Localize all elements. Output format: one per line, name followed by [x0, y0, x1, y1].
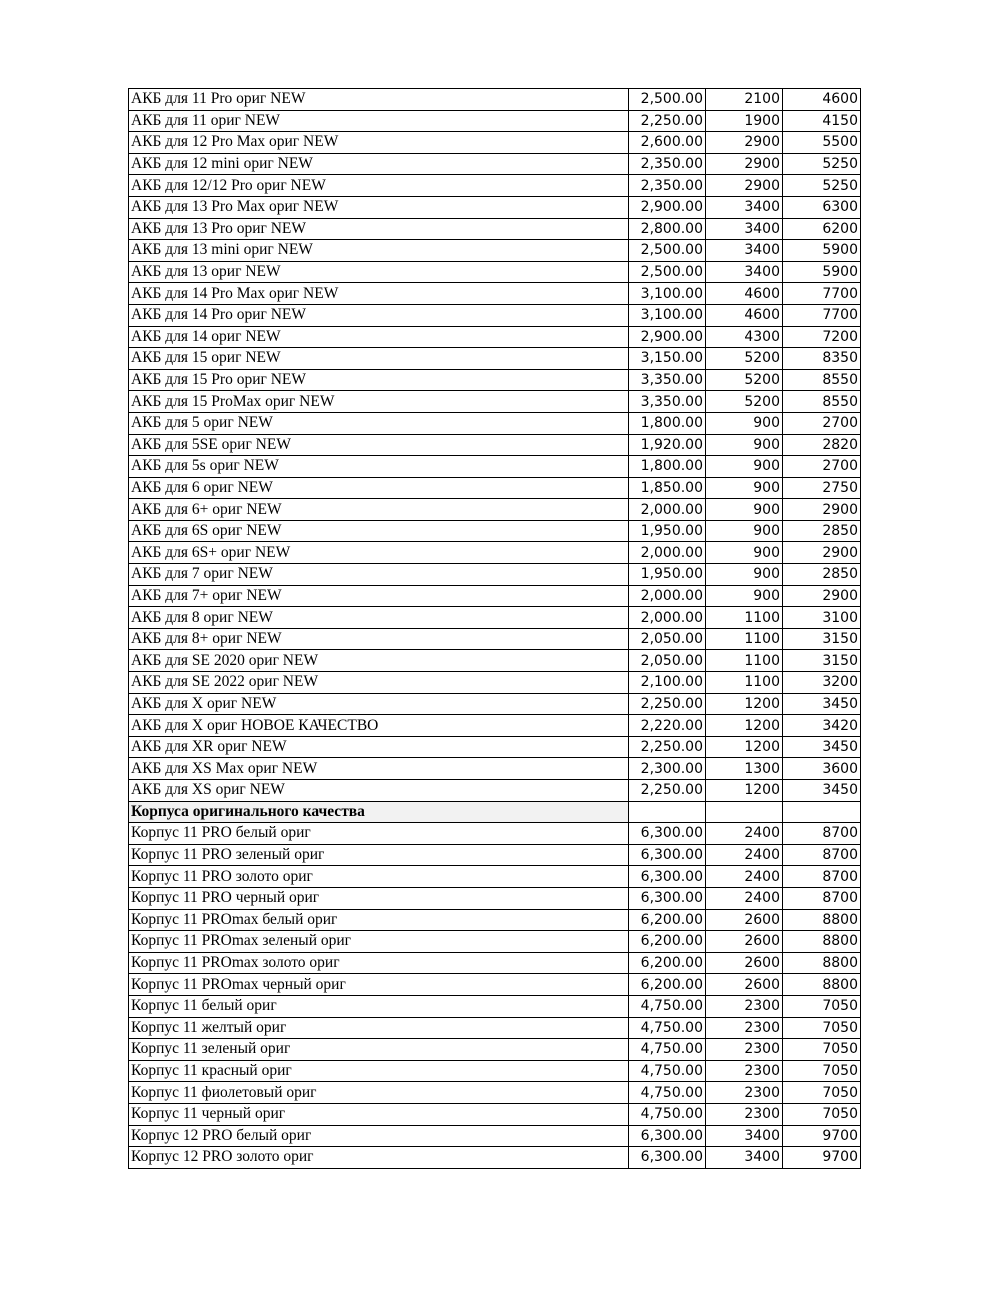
work-cost-cell: 2900 — [706, 132, 783, 154]
total-cell: 9700 — [783, 1125, 861, 1147]
total-cell: 3200 — [783, 672, 861, 694]
work-cost-cell: 2300 — [706, 995, 783, 1017]
table-row — [129, 348, 861, 370]
table-row — [129, 1082, 861, 1104]
table-row — [129, 844, 861, 866]
item-name-cell: АКБ для 11 ориг NEW — [129, 110, 629, 132]
price-cell: 1,920.00 — [629, 434, 706, 456]
table-row — [129, 477, 861, 499]
item-name-cell: АКБ для X ориг НОВОЕ КАЧЕСТВО — [129, 715, 629, 737]
price-cell: 2,350.00 — [629, 175, 706, 197]
price-cell: 6,300.00 — [629, 887, 706, 909]
price-list-table — [128, 88, 861, 1169]
total-cell: 4150 — [783, 110, 861, 132]
section-header-row — [129, 801, 861, 823]
price-cell: 2,050.00 — [629, 650, 706, 672]
price-cell: 4,750.00 — [629, 1039, 706, 1061]
total-cell: 7050 — [783, 1082, 861, 1104]
item-name-cell: АКБ для XS Max ориг NEW — [129, 758, 629, 780]
work-cost-cell: 900 — [706, 564, 783, 586]
price-cell: 2,000.00 — [629, 607, 706, 629]
item-name-cell: Корпус 11 белый ориг — [129, 995, 629, 1017]
table-row — [129, 369, 861, 391]
item-name-cell: Корпус 11 зеленый ориг — [129, 1039, 629, 1061]
table-row — [129, 542, 861, 564]
item-name-cell: Корпус 11 черный ориг — [129, 1103, 629, 1125]
work-cost-cell: 4600 — [706, 283, 783, 305]
item-name-cell: АКБ для 12 Pro Max ориг NEW — [129, 132, 629, 154]
price-cell: 2,250.00 — [629, 780, 706, 802]
item-name-cell: АКБ для XS ориг NEW — [129, 780, 629, 802]
work-cost-cell: 2400 — [706, 887, 783, 909]
item-name-cell: АКБ для X ориг NEW — [129, 693, 629, 715]
table-row — [129, 1060, 861, 1082]
work-cost-cell — [706, 801, 783, 823]
total-cell — [783, 801, 861, 823]
item-name-cell: Корпус 11 фиолетовый ориг — [129, 1082, 629, 1104]
work-cost-cell: 2600 — [706, 952, 783, 974]
item-name-cell: Корпус 11 PRO золото ориг — [129, 866, 629, 888]
work-cost-cell: 3400 — [706, 196, 783, 218]
work-cost-cell: 2300 — [706, 1103, 783, 1125]
table-row — [129, 887, 861, 909]
table-row — [129, 434, 861, 456]
item-name-cell: АКБ для 5 ориг NEW — [129, 412, 629, 434]
table-row — [129, 132, 861, 154]
table-row — [129, 974, 861, 996]
total-cell: 2850 — [783, 564, 861, 586]
work-cost-cell: 2600 — [706, 974, 783, 996]
total-cell: 2850 — [783, 520, 861, 542]
price-cell: 3,350.00 — [629, 369, 706, 391]
price-cell: 2,000.00 — [629, 542, 706, 564]
total-cell: 7700 — [783, 304, 861, 326]
work-cost-cell: 900 — [706, 456, 783, 478]
total-cell: 7050 — [783, 1039, 861, 1061]
table-row — [129, 736, 861, 758]
table-row — [129, 823, 861, 845]
item-name-cell: АКБ для 8+ ориг NEW — [129, 628, 629, 650]
work-cost-cell: 3400 — [706, 240, 783, 262]
price-cell: 2,500.00 — [629, 89, 706, 111]
total-cell: 5250 — [783, 175, 861, 197]
price-cell: 3,100.00 — [629, 283, 706, 305]
table-row — [129, 1147, 861, 1169]
total-cell: 5250 — [783, 153, 861, 175]
work-cost-cell: 900 — [706, 585, 783, 607]
total-cell: 3150 — [783, 650, 861, 672]
item-name-cell: АКБ для 7+ ориг NEW — [129, 585, 629, 607]
price-cell: 2,250.00 — [629, 736, 706, 758]
work-cost-cell: 3400 — [706, 218, 783, 240]
price-cell: 2,220.00 — [629, 715, 706, 737]
item-name-cell: Корпус 11 PROmax белый ориг — [129, 909, 629, 931]
work-cost-cell: 1900 — [706, 110, 783, 132]
price-cell — [629, 801, 706, 823]
total-cell: 8800 — [783, 974, 861, 996]
total-cell: 8800 — [783, 931, 861, 953]
work-cost-cell: 2900 — [706, 175, 783, 197]
total-cell: 3420 — [783, 715, 861, 737]
work-cost-cell: 4300 — [706, 326, 783, 348]
item-name-cell: АКБ для 15 Pro ориг NEW — [129, 369, 629, 391]
total-cell: 6300 — [783, 196, 861, 218]
total-cell: 3450 — [783, 780, 861, 802]
item-name-cell: АКБ для 5SE ориг NEW — [129, 434, 629, 456]
total-cell: 2700 — [783, 412, 861, 434]
work-cost-cell: 2300 — [706, 1082, 783, 1104]
table-row — [129, 412, 861, 434]
work-cost-cell: 4600 — [706, 304, 783, 326]
price-cell: 2,300.00 — [629, 758, 706, 780]
price-cell: 6,300.00 — [629, 1125, 706, 1147]
table-row — [129, 931, 861, 953]
total-cell: 7050 — [783, 1103, 861, 1125]
table-row — [129, 326, 861, 348]
total-cell: 2820 — [783, 434, 861, 456]
price-cell: 3,150.00 — [629, 348, 706, 370]
price-cell: 4,750.00 — [629, 1060, 706, 1082]
item-name-cell: Корпус 11 PROmax золото ориг — [129, 952, 629, 974]
table-row — [129, 715, 861, 737]
total-cell: 8700 — [783, 887, 861, 909]
item-name-cell: Корпус 12 PRO белый ориг — [129, 1125, 629, 1147]
item-name-cell: Корпус 11 PRO черный ориг — [129, 887, 629, 909]
total-cell: 3150 — [783, 628, 861, 650]
price-cell: 2,900.00 — [629, 196, 706, 218]
table-row — [129, 89, 861, 111]
item-name-cell: АКБ для 15 ориг NEW — [129, 348, 629, 370]
total-cell: 8700 — [783, 844, 861, 866]
work-cost-cell: 2300 — [706, 1039, 783, 1061]
table-row — [129, 520, 861, 542]
price-cell: 4,750.00 — [629, 1082, 706, 1104]
price-cell: 2,100.00 — [629, 672, 706, 694]
price-cell: 4,750.00 — [629, 995, 706, 1017]
table-row — [129, 391, 861, 413]
total-cell: 3100 — [783, 607, 861, 629]
work-cost-cell: 2600 — [706, 909, 783, 931]
table-row — [129, 585, 861, 607]
price-cell: 6,300.00 — [629, 823, 706, 845]
table-row — [129, 650, 861, 672]
work-cost-cell: 5200 — [706, 369, 783, 391]
item-name-cell: Корпуса оригинального качества — [129, 801, 629, 823]
total-cell: 8700 — [783, 866, 861, 888]
item-name-cell: АКБ для 6S ориг NEW — [129, 520, 629, 542]
work-cost-cell: 900 — [706, 477, 783, 499]
total-cell: 8550 — [783, 391, 861, 413]
work-cost-cell: 900 — [706, 520, 783, 542]
total-cell: 8800 — [783, 909, 861, 931]
item-name-cell: АКБ для 13 ориг NEW — [129, 261, 629, 283]
price-cell: 2,000.00 — [629, 499, 706, 521]
item-name-cell: АКБ для 8 ориг NEW — [129, 607, 629, 629]
price-cell: 6,300.00 — [629, 866, 706, 888]
total-cell: 7050 — [783, 1060, 861, 1082]
total-cell: 2900 — [783, 585, 861, 607]
item-name-cell: Корпус 11 PRO зеленый ориг — [129, 844, 629, 866]
total-cell: 2900 — [783, 542, 861, 564]
work-cost-cell: 3400 — [706, 261, 783, 283]
table-row — [129, 780, 861, 802]
work-cost-cell: 2300 — [706, 1060, 783, 1082]
work-cost-cell: 900 — [706, 412, 783, 434]
work-cost-cell: 1200 — [706, 715, 783, 737]
item-name-cell: АКБ для 13 Pro Max ориг NEW — [129, 196, 629, 218]
total-cell: 2700 — [783, 456, 861, 478]
item-name-cell: АКБ для 5s ориг NEW — [129, 456, 629, 478]
table-row — [129, 110, 861, 132]
table-row — [129, 456, 861, 478]
table-row — [129, 175, 861, 197]
table-row — [129, 672, 861, 694]
item-name-cell: АКБ для 13 mini ориг NEW — [129, 240, 629, 262]
work-cost-cell: 3400 — [706, 1147, 783, 1169]
item-name-cell: АКБ для 14 ориг NEW — [129, 326, 629, 348]
table-row — [129, 240, 861, 262]
price-cell: 6,200.00 — [629, 952, 706, 974]
work-cost-cell: 2400 — [706, 844, 783, 866]
work-cost-cell: 1300 — [706, 758, 783, 780]
work-cost-cell: 1100 — [706, 628, 783, 650]
total-cell: 5900 — [783, 261, 861, 283]
table-row — [129, 628, 861, 650]
price-cell: 6,300.00 — [629, 844, 706, 866]
total-cell: 2900 — [783, 499, 861, 521]
work-cost-cell: 1200 — [706, 736, 783, 758]
item-name-cell: Корпус 11 желтый ориг — [129, 1017, 629, 1039]
total-cell: 2750 — [783, 477, 861, 499]
item-name-cell: Корпус 12 PRO золото ориг — [129, 1147, 629, 1169]
price-cell: 2,000.00 — [629, 585, 706, 607]
total-cell: 5500 — [783, 132, 861, 154]
item-name-cell: АКБ для SE 2022 ориг NEW — [129, 672, 629, 694]
price-cell: 2,800.00 — [629, 218, 706, 240]
item-name-cell: АКБ для 15 ProMax ориг NEW — [129, 391, 629, 413]
work-cost-cell: 900 — [706, 542, 783, 564]
table-row — [129, 758, 861, 780]
total-cell: 3450 — [783, 736, 861, 758]
work-cost-cell: 1100 — [706, 672, 783, 694]
total-cell: 5900 — [783, 240, 861, 262]
total-cell: 7050 — [783, 1017, 861, 1039]
table-row — [129, 499, 861, 521]
item-name-cell: АКБ для 11 Pro ориг NEW — [129, 89, 629, 111]
table-row — [129, 218, 861, 240]
item-name-cell: АКБ для 12/12 Pro ориг NEW — [129, 175, 629, 197]
work-cost-cell: 1200 — [706, 693, 783, 715]
price-cell: 2,350.00 — [629, 153, 706, 175]
total-cell: 8700 — [783, 823, 861, 845]
total-cell: 8550 — [783, 369, 861, 391]
table-row — [129, 952, 861, 974]
table-row — [129, 304, 861, 326]
work-cost-cell: 2900 — [706, 153, 783, 175]
work-cost-cell: 1100 — [706, 607, 783, 629]
work-cost-cell: 2600 — [706, 931, 783, 953]
table-row — [129, 1017, 861, 1039]
price-cell: 3,100.00 — [629, 304, 706, 326]
item-name-cell: АКБ для 6 ориг NEW — [129, 477, 629, 499]
price-cell: 6,300.00 — [629, 1147, 706, 1169]
item-name-cell: АКБ для 13 Pro ориг NEW — [129, 218, 629, 240]
work-cost-cell: 900 — [706, 499, 783, 521]
item-name-cell: АКБ для XR ориг NEW — [129, 736, 629, 758]
total-cell: 8350 — [783, 348, 861, 370]
item-name-cell: Корпус 11 PROmax зеленый ориг — [129, 931, 629, 953]
work-cost-cell: 5200 — [706, 391, 783, 413]
total-cell: 8800 — [783, 952, 861, 974]
price-cell: 6,200.00 — [629, 931, 706, 953]
item-name-cell: Корпус 11 красный ориг — [129, 1060, 629, 1082]
price-cell: 2,500.00 — [629, 261, 706, 283]
price-cell: 4,750.00 — [629, 1017, 706, 1039]
table-row — [129, 1039, 861, 1061]
price-cell: 2,250.00 — [629, 110, 706, 132]
price-cell: 1,800.00 — [629, 456, 706, 478]
price-cell: 1,950.00 — [629, 520, 706, 542]
work-cost-cell: 2300 — [706, 1017, 783, 1039]
item-name-cell: АКБ для SE 2020 ориг NEW — [129, 650, 629, 672]
table-row — [129, 196, 861, 218]
table-row — [129, 1125, 861, 1147]
item-name-cell: АКБ для 14 Pro ориг NEW — [129, 304, 629, 326]
total-cell: 7700 — [783, 283, 861, 305]
price-cell: 2,500.00 — [629, 240, 706, 262]
price-cell: 2,900.00 — [629, 326, 706, 348]
work-cost-cell: 5200 — [706, 348, 783, 370]
price-cell: 6,200.00 — [629, 974, 706, 996]
price-cell: 3,350.00 — [629, 391, 706, 413]
total-cell: 9700 — [783, 1147, 861, 1169]
work-cost-cell: 3400 — [706, 1125, 783, 1147]
table-row — [129, 261, 861, 283]
total-cell: 3600 — [783, 758, 861, 780]
total-cell: 4600 — [783, 89, 861, 111]
table-row — [129, 1103, 861, 1125]
price-cell: 2,600.00 — [629, 132, 706, 154]
price-cell: 4,750.00 — [629, 1103, 706, 1125]
price-cell: 2,050.00 — [629, 628, 706, 650]
work-cost-cell: 1200 — [706, 780, 783, 802]
table-row — [129, 866, 861, 888]
item-name-cell: АКБ для 6+ ориг NEW — [129, 499, 629, 521]
item-name-cell: АКБ для 6S+ ориг NEW — [129, 542, 629, 564]
item-name-cell: АКБ для 7 ориг NEW — [129, 564, 629, 586]
price-cell: 6,200.00 — [629, 909, 706, 931]
table-row — [129, 909, 861, 931]
item-name-cell: АКБ для 12 mini ориг NEW — [129, 153, 629, 175]
table-row — [129, 995, 861, 1017]
work-cost-cell: 2400 — [706, 866, 783, 888]
table-row — [129, 607, 861, 629]
work-cost-cell: 1100 — [706, 650, 783, 672]
total-cell: 7050 — [783, 995, 861, 1017]
total-cell: 6200 — [783, 218, 861, 240]
item-name-cell: Корпус 11 PROmax черный ориг — [129, 974, 629, 996]
price-cell: 2,250.00 — [629, 693, 706, 715]
table-row — [129, 283, 861, 305]
total-cell: 3450 — [783, 693, 861, 715]
table-row — [129, 153, 861, 175]
price-list-body — [129, 89, 861, 1169]
table-row — [129, 693, 861, 715]
work-cost-cell: 2100 — [706, 89, 783, 111]
work-cost-cell: 2400 — [706, 823, 783, 845]
table-row — [129, 564, 861, 586]
item-name-cell: Корпус 11 PRO белый ориг — [129, 823, 629, 845]
total-cell: 7200 — [783, 326, 861, 348]
item-name-cell: АКБ для 14 Pro Max ориг NEW — [129, 283, 629, 305]
price-cell: 1,800.00 — [629, 412, 706, 434]
price-cell: 1,950.00 — [629, 564, 706, 586]
work-cost-cell: 900 — [706, 434, 783, 456]
price-cell: 1,850.00 — [629, 477, 706, 499]
